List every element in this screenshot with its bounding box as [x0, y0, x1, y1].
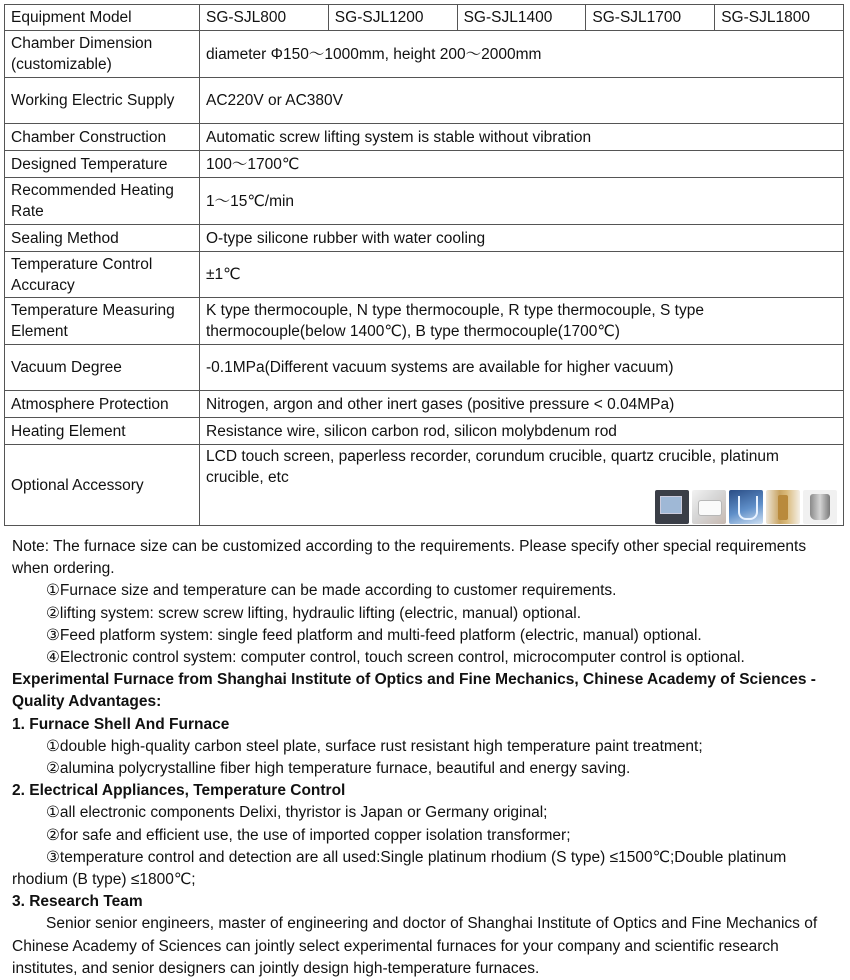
note-item: ①Furnace size and temperature can be made according to customer requirements. [46, 582, 617, 600]
note-item: ③Feed platform system: single feed platform and multi-feed platform (electric, manual) optional. [46, 626, 702, 644]
model-cell: SG-SJL1200 [328, 5, 457, 31]
row-value: 100～1700℃ [200, 151, 844, 178]
crucible-set-image [766, 490, 800, 524]
accessory-images [206, 490, 837, 524]
row-value: Nitrogen, argon and other inert gases (positive pressure < 0.04MPa) [200, 391, 844, 418]
model-cell: SG-SJL1400 [457, 5, 586, 31]
lcd-recorder-image [655, 490, 689, 524]
row-label: Chamber Dimension (customizable) [5, 31, 200, 78]
note-item: ④Electronic control system: computer control, touch screen control, microcomputer control is optional. [46, 649, 745, 667]
row-value: LCD touch screen, paperless recorder, corundum crucible, quartz crucible, platinum crucible, etc [206, 448, 779, 486]
row-value: ±1℃ [200, 252, 844, 298]
section-item: ③temperature control and detection are all used:Single platinum rhodium (S type) ≤1500℃;Double platinum rhodium (B type) ≤1800℃; [12, 848, 787, 889]
table-row [5, 298, 844, 345]
notes-section [12, 536, 842, 980]
section-item: ①double high-quality carbon steel plate, surface rust resistant high temperature paint treatment; [46, 737, 703, 755]
row-value: Resistance wire, silicon carbon rod, silicon molybdenum rod [200, 418, 844, 445]
table-row [5, 151, 844, 178]
table-row [5, 124, 844, 151]
table-row [5, 178, 844, 225]
row-value: -0.1MPa(Different vacuum systems are available for higher vacuum) [200, 345, 844, 391]
table-row [5, 418, 844, 445]
row-value: AC220V or AC380V [200, 78, 844, 124]
table-header-row [5, 5, 844, 31]
corundum-crucible-image [692, 490, 726, 524]
row-label: Temperature Control Accuracy [5, 252, 200, 298]
row-value: O-type silicone rubber with water cooling [200, 225, 844, 252]
accessory-cell [200, 445, 844, 526]
table-row [5, 31, 844, 78]
table-row [5, 78, 844, 124]
model-label-cell: Equipment Model [5, 5, 200, 31]
row-label: Atmosphere Protection [5, 391, 200, 418]
section-heading: 1. Furnace Shell And Furnace [12, 715, 230, 733]
row-label: Heating Element [5, 418, 200, 445]
quartz-crucible-image [729, 490, 763, 524]
model-cell: SG-SJL1700 [586, 5, 715, 31]
row-value: Automatic screw lifting system is stable without vibration [200, 124, 844, 151]
row-value: diameter Φ150～1000mm, height 200～2000mm [200, 31, 844, 78]
row-label: Vacuum Degree [5, 345, 200, 391]
section-heading: 2. Electrical Appliances, Temperature Control [12, 782, 346, 800]
row-label: Temperature Measuring Element [5, 298, 200, 345]
note-item: ②lifting system: screw screw lifting, hydraulic lifting (electric, manual) optional. [46, 604, 582, 622]
note-text: Note: The furnace size can be customized according to the requirements. Please specify other special requirements when ordering. [12, 538, 807, 578]
row-label: Recommended Heating Rate [5, 178, 200, 225]
table-row [5, 345, 844, 391]
row-label: Sealing Method [5, 225, 200, 252]
table-row [5, 445, 844, 526]
section-item: ②for safe and efficient use, the use of imported copper isolation transformer; [46, 826, 571, 844]
advantages-heading: Experimental Furnace from Shanghai Institute of Optics and Fine Mechanics, Chinese Academy of Sciences - Quality Advantages: [12, 671, 816, 711]
section-heading: 3. Research Team [12, 893, 143, 911]
model-cell: SG-SJL800 [200, 5, 329, 31]
spec-table [4, 4, 844, 526]
section-item: ①all electronic components Delixi, thyristor is Japan or Germany original; [46, 804, 548, 822]
row-value: K type thermocouple, N type thermocouple, R type thermocouple, S type thermocouple(below 1400℃), B type thermocouple(1700℃) [200, 298, 844, 345]
row-label: Designed Temperature [5, 151, 200, 178]
section-item: Senior senior engineers, master of engineering and doctor of Shanghai Institute of Optics and Fine Mechanics of Chinese Academy of Sciences can jointly select experimental furnaces for your company and scientific research institutes, and senior designers can jointly design high-temperature furnaces. [12, 915, 818, 977]
table-row [5, 391, 844, 418]
platinum-crucible-image [803, 490, 837, 524]
row-label: Working Electric Supply [5, 78, 200, 124]
model-cell: SG-SJL1800 [715, 5, 844, 31]
table-row [5, 225, 844, 252]
row-label: Chamber Construction [5, 124, 200, 151]
section-item: ②alumina polycrystalline fiber high temperature furnace, beautiful and energy saving. [46, 760, 631, 778]
table-row [5, 252, 844, 298]
row-label: Optional Accessory [5, 445, 200, 526]
row-value: 1～15℃/min [200, 178, 844, 225]
